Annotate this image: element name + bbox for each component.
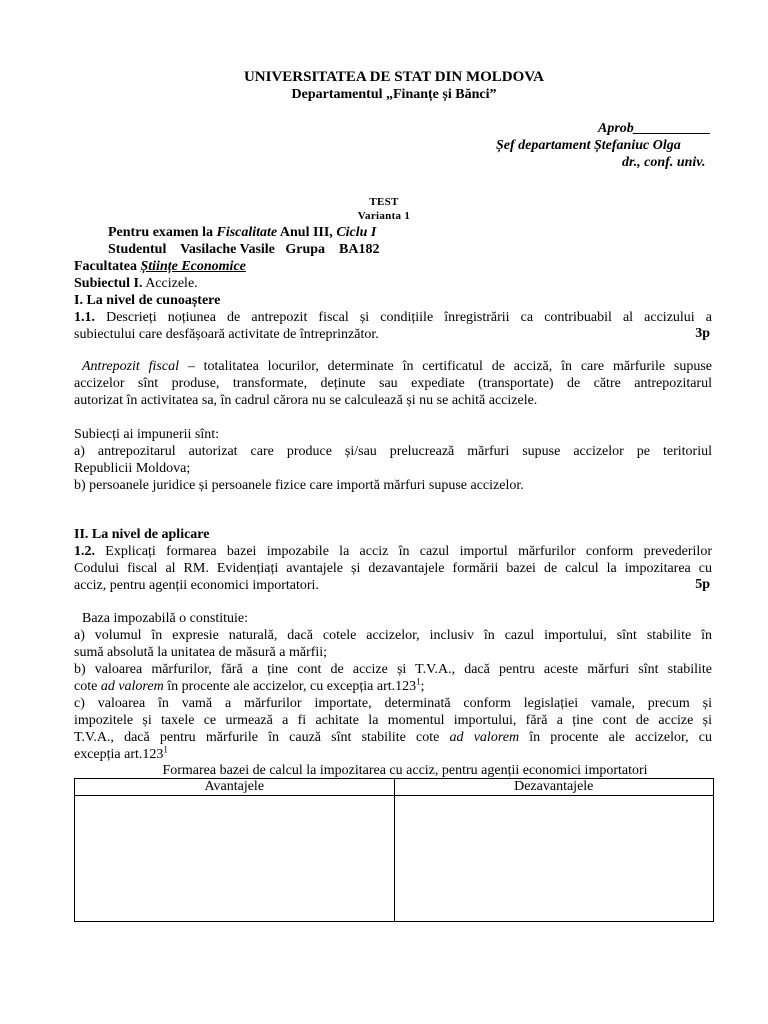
def-text1: – totalitatea locurilor, determinate în certificatul de acciză, în care mărfurile supuse <box>178 359 712 374</box>
column-disadvantages: Dezavantajele <box>394 779 714 796</box>
advantages-cell[interactable] <box>75 796 395 922</box>
faculty-line <box>74 258 246 275</box>
base-c1: c) valoarea în vamă a mărfurilor importate, determinată conform legislației vamale, precum și <box>74 696 712 711</box>
subject-name: Accizele. <box>142 276 198 291</box>
department-title: Departamentul „Finanțe și Bănci” <box>291 87 497 102</box>
def-line3: autorizat în activitatea sa, în cadrul cărora nu se calculează și nu se achită accizele. <box>74 393 538 408</box>
q12-number: 1.2. <box>74 544 95 559</box>
q12-line1 <box>74 543 712 560</box>
q12-text1: Explicați formarea bazei impozabile la acciz în cazul importul mărfurilor conform prevederilor <box>95 544 712 559</box>
q11-line1 <box>74 309 712 326</box>
q12-points: 5p <box>695 577 710 592</box>
def-term: Antrepozit fiscal <box>82 359 179 374</box>
student-line: Studentul Vasilache Vasile Grupa BA182 <box>108 242 380 257</box>
subjects-a2: Republicii Moldova; <box>74 461 191 476</box>
exam-line <box>108 224 376 241</box>
column-advantages: Avantajele <box>75 779 395 796</box>
table-header-row <box>75 779 714 796</box>
test-variant: Varianta 1 <box>357 210 411 222</box>
subjects-b: b) persoanele juridice și persoanele fizice care importă mărfuri supuse accizelor. <box>74 478 524 493</box>
approval-label: Aprob___________ <box>598 121 711 136</box>
base-b2 <box>74 678 425 695</box>
subject-line <box>74 275 198 292</box>
q11-text1: Descrieți noțiunea de antrepozit fiscal și condițiile înregistrării ca contribuabil al accizului a <box>95 310 712 325</box>
base-a2: sumă absolută la unitatea de măsură a mărfii; <box>74 645 328 660</box>
base-c3-pre: T.V.A., dacă pentru mărfurile în cauză sînt stabilite cote <box>74 730 450 745</box>
base-c2: impozitele și taxele ce urmează a fi achitate la momentul importului, fără a ține cont de accize și <box>74 713 712 728</box>
base-b1: b) valoarea mărfurilor, fără a ține cont de accize și T.V.A., dacă pentru aceste mărfuri sînt stabilite <box>74 662 712 677</box>
subjects-intro: Subiecți ai impunerii sînt: <box>74 427 220 442</box>
approval-chief: Șef departament Ștefaniuc Olga <box>496 138 681 153</box>
base-c4-text: excepția art.123 <box>74 747 164 762</box>
def-line1 <box>74 358 712 375</box>
q11-points: 3p <box>695 326 710 341</box>
disadvantages-cell[interactable] <box>394 796 714 922</box>
q11-line2: subiectului care desfășoară activitate de întreprinzător. <box>74 327 379 342</box>
subjects-a1: a) antrepozitarul autorizat care produce și/sau prelucrează mărfuri supuse accizelor pe teritoriul <box>74 444 712 459</box>
base-b2-sup: 1 <box>416 676 421 687</box>
q12-line2: Codului fiscal al RM. Evidențiați avantajele și dezavantajele formării bazei de calcul la impozitarea cu <box>74 561 712 576</box>
base-b2-post: în procente ale accizelor, cu excepția art.123 <box>163 679 417 694</box>
base-c3-post: în procente ale accizelor, cu <box>519 730 712 745</box>
base-c3-italic: ad valorem <box>449 730 520 745</box>
base-b2-pre: cote <box>74 679 101 694</box>
base-intro: Baza impozabilă o constituie: <box>82 611 249 626</box>
faculty-label: Facultatea <box>74 259 141 274</box>
exam-prefix: Pentru examen la <box>108 225 217 240</box>
faculty-name: Științe Economice <box>140 259 246 274</box>
base-c3 <box>74 729 712 746</box>
exam-cycle: Ciclu I <box>336 225 377 240</box>
base-b2-italic: ad valorem <box>100 679 164 694</box>
base-a1: a) volumul în expresie naturală, dacă cotele accizelor, inclusiv în cazul importului, sînt stabilite în <box>74 628 712 643</box>
section1-heading: I. La nivel de cunoaștere <box>74 293 221 308</box>
exam-year: Anul III, <box>277 225 337 240</box>
base-b2-end: ; <box>420 679 425 694</box>
base-c4-sup: 1 <box>163 744 168 755</box>
def-line2: accizelor sînt produse, transformate, deținute sau expediate (transportate) de către antrepozitarul <box>74 376 712 391</box>
base-c4 <box>74 746 168 763</box>
section2-heading: II. La nivel de aplicare <box>74 527 210 542</box>
q12-line3: acciz, pentru agenții economici importatori. <box>74 578 319 593</box>
q11-number: 1.1. <box>74 310 95 325</box>
test-title: TEST <box>369 196 399 208</box>
university-title: UNIVERSITATEA DE STAT DIN MOLDOVA <box>243 69 545 85</box>
table-caption: Formarea bazei de calcul la impozitarea cu acciz, pentru agenții economici importatori <box>162 763 648 778</box>
approval-title: dr., conf. univ. <box>622 155 706 170</box>
table-row <box>75 796 714 922</box>
subject-label: Subiectul I. <box>74 276 143 291</box>
advantages-table <box>74 778 714 922</box>
exam-subject: Fiscalitate <box>216 225 278 240</box>
